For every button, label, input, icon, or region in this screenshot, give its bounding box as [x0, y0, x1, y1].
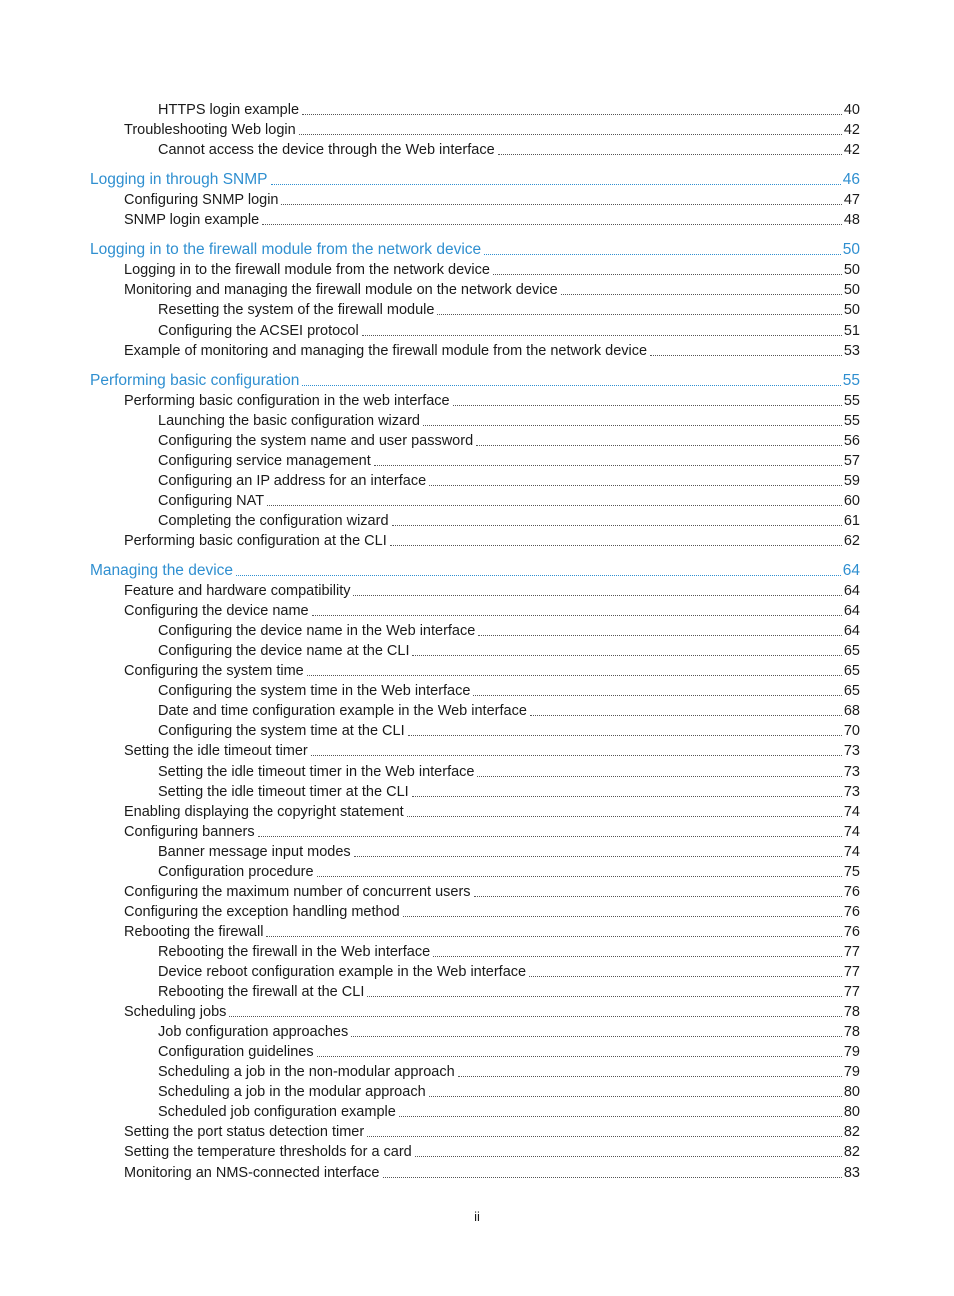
toc-entry-title: Rebooting the firewall in the Web interface	[158, 944, 431, 960]
dot-leader	[311, 755, 842, 756]
toc-entry-link[interactable]	[0, 430, 954, 450]
toc-entry-title: Rebooting the firewall at the CLI	[158, 984, 365, 1000]
toc-entry-title: Configuring the system time	[124, 663, 304, 679]
toc-entry-page: 59	[843, 473, 860, 489]
toc-chapter-link[interactable]	[0, 169, 954, 189]
toc-entry-page: 73	[843, 764, 860, 780]
toc-entry-title: Configuring the system time in the Web interface	[158, 683, 471, 699]
dot-leader	[408, 735, 842, 736]
dot-leader	[498, 154, 842, 155]
toc-entry-link[interactable]	[0, 720, 954, 740]
toc-entry-link[interactable]	[0, 340, 954, 360]
dot-leader	[493, 274, 842, 275]
toc-entry-page: 74	[843, 824, 860, 840]
toc-entry-title: Scheduling a job in the modular approach	[158, 1084, 426, 1100]
dot-leader	[392, 525, 842, 526]
toc-entry-link[interactable]	[0, 1101, 954, 1121]
toc-chapter-link[interactable]	[0, 370, 954, 390]
toc-entry-link[interactable]	[0, 580, 954, 600]
toc-entry-title: Device reboot configuration example in the Web interface	[158, 964, 527, 980]
toc-entry-link[interactable]	[0, 320, 954, 340]
toc-chapter-link[interactable]	[0, 560, 954, 580]
toc-entry-title: Configuring the device name in the Web interface	[158, 623, 476, 639]
toc-entry-title: Completing the configuration wizard	[158, 513, 389, 529]
toc-entry-page: 76	[843, 884, 860, 900]
toc-entry-page: 79	[843, 1044, 860, 1060]
toc-entry-link[interactable]	[0, 600, 954, 620]
dot-leader	[302, 114, 842, 115]
toc-entry-title: Performing basic configuration	[90, 372, 300, 389]
dot-leader	[267, 505, 842, 506]
toc-entry-link[interactable]	[0, 801, 954, 821]
toc-entry-link[interactable]	[0, 279, 954, 299]
dot-leader	[429, 1096, 842, 1097]
dot-leader	[473, 695, 841, 696]
toc-entry-link[interactable]	[0, 490, 954, 510]
toc-entry-link[interactable]	[0, 761, 954, 781]
toc-entry-link[interactable]	[0, 1141, 954, 1161]
toc-entry-title: Configuring the system name and user password	[158, 433, 474, 449]
dot-leader	[271, 184, 841, 185]
toc-entry-link[interactable]	[0, 981, 954, 1001]
toc-entry-link[interactable]	[0, 510, 954, 530]
toc-entry-page: 50	[843, 282, 860, 298]
toc-entry-title: Scheduled job configuration example	[158, 1104, 396, 1120]
toc-entry-page: 64	[843, 583, 860, 599]
toc-entry-link[interactable]	[0, 530, 954, 550]
toc-entry-link[interactable]	[0, 470, 954, 490]
toc-entry-title: Feature and hardware compatibility	[124, 583, 351, 599]
toc-entry-link[interactable]	[0, 1001, 954, 1021]
toc-entry-page: 73	[843, 784, 860, 800]
toc-entry-link[interactable]	[0, 941, 954, 961]
toc-entry-page: 53	[843, 343, 860, 359]
toc-entry-page: 80	[843, 1104, 860, 1120]
toc-entry-title: Configuring the exception handling method	[124, 904, 400, 920]
dot-leader	[530, 715, 842, 716]
dot-leader	[458, 1076, 842, 1077]
dot-leader	[437, 314, 841, 315]
dot-leader	[403, 916, 842, 917]
toc-entry-page: 76	[843, 904, 860, 920]
toc-entry-title: Configuring service management	[158, 453, 371, 469]
toc-entry-page: 73	[843, 743, 860, 759]
toc-entry-link[interactable]	[0, 961, 954, 981]
toc-entry-page: 70	[843, 723, 860, 739]
toc-chapter-link[interactable]	[0, 239, 954, 259]
toc-entry-link[interactable]	[0, 1081, 954, 1101]
toc-entry-link[interactable]	[0, 841, 954, 861]
toc-entry-page: 77	[843, 964, 860, 980]
dot-leader	[529, 976, 842, 977]
toc-entry-link[interactable]	[0, 139, 954, 159]
toc-entry-title: Scheduling a job in the non-modular approach	[158, 1064, 455, 1080]
toc-entry-link[interactable]	[0, 740, 954, 760]
toc-entry-title: SNMP login example	[124, 212, 260, 228]
toc-entry-title: Setting the port status detection timer	[124, 1124, 365, 1140]
toc-entry-page: 55	[843, 413, 860, 429]
toc-entry-link[interactable]	[0, 620, 954, 640]
dot-leader	[415, 1156, 842, 1157]
toc-entry-title: Job configuration approaches	[158, 1024, 349, 1040]
toc-entry-title: Date and time configuration example in the Web interface	[158, 703, 527, 719]
dot-leader	[429, 485, 842, 486]
toc-entry-page: 62	[843, 533, 860, 549]
toc-entry-link[interactable]	[0, 299, 954, 319]
toc-entry-title: Monitoring an NMS-connected interface	[124, 1165, 380, 1181]
dot-leader	[258, 836, 842, 837]
toc-entry-link[interactable]	[0, 209, 954, 229]
toc-entry-link[interactable]	[0, 821, 954, 841]
dot-leader	[374, 465, 842, 466]
toc-entry-link[interactable]	[0, 1121, 954, 1141]
toc-entry-page: 55	[843, 393, 860, 409]
toc-entry-page: 80	[843, 1084, 860, 1100]
dot-leader	[423, 425, 842, 426]
toc-entry-link[interactable]	[0, 921, 954, 941]
dot-leader	[390, 545, 842, 546]
toc-entry-title: Rebooting the firewall	[124, 924, 264, 940]
toc-entry-title: Monitoring and managing the firewall module on the network device	[124, 282, 558, 298]
toc-entry-title: Logging in through SNMP	[90, 171, 268, 188]
toc-entry-title: Troubleshooting Web login	[124, 122, 296, 138]
toc-entry-title: Configuring banners	[124, 824, 255, 840]
toc-entry-title: Logging in to the firewall module from the network device	[124, 262, 490, 278]
toc-entry-page: 77	[843, 944, 860, 960]
toc-entry-page: 42	[843, 122, 860, 138]
toc-entry-title: Performing basic configuration at the CLI	[124, 533, 387, 549]
dot-leader	[478, 635, 842, 636]
toc-entry-title: Configuring SNMP login	[124, 192, 279, 208]
toc-entry-link[interactable]	[0, 861, 954, 881]
dot-leader	[407, 816, 842, 817]
toc-entry-title: Setting the idle timeout timer	[124, 743, 308, 759]
toc-entry-link[interactable]	[0, 410, 954, 430]
toc-entry-title: Configuration procedure	[158, 864, 314, 880]
dot-leader	[302, 385, 840, 386]
toc-entry-title: Configuring the system time at the CLI	[158, 723, 405, 739]
toc-entry-page: 51	[843, 323, 860, 339]
dot-leader	[229, 1016, 841, 1017]
toc-entry-page: 76	[843, 924, 860, 940]
dot-leader	[433, 956, 842, 957]
toc-entry-page: 82	[843, 1144, 860, 1160]
dot-leader	[383, 1177, 842, 1178]
toc-entry-title: Setting the temperature thresholds for a card	[124, 1144, 412, 1160]
dot-leader	[236, 575, 841, 576]
toc-entry-link[interactable]	[0, 700, 954, 720]
toc-entry-title: Scheduling jobs	[124, 1004, 227, 1020]
toc-entry-link[interactable]	[0, 781, 954, 801]
toc-entry-page: 40	[843, 102, 860, 118]
toc-entry-page: 50	[842, 241, 860, 258]
dot-leader	[266, 936, 841, 937]
toc-entry-title: Configuring the device name	[124, 603, 309, 619]
toc-entry-title: Configuration guidelines	[158, 1044, 314, 1060]
toc-entry-title: Configuring NAT	[158, 493, 265, 509]
toc-entry-page: 56	[843, 433, 860, 449]
toc-entry-page: 77	[843, 984, 860, 1000]
toc-entry-page: 64	[843, 603, 860, 619]
toc-entry-page: 82	[843, 1124, 860, 1140]
dot-leader	[312, 615, 842, 616]
toc-entry-title: Setting the idle timeout timer in the Web interface	[158, 764, 475, 780]
toc-entry-link[interactable]	[0, 660, 954, 680]
toc-entry-page: 64	[842, 562, 860, 579]
dot-leader	[367, 1136, 842, 1137]
toc-entry-title: Configuring the ACSEI protocol	[158, 323, 359, 339]
toc-entry-link[interactable]	[0, 450, 954, 470]
dot-leader	[281, 204, 841, 205]
dot-leader	[476, 445, 842, 446]
toc-entry-page: 47	[843, 192, 860, 208]
dot-leader	[650, 355, 842, 356]
toc-entry-link[interactable]	[0, 189, 954, 209]
toc-entry-page: 48	[843, 212, 860, 228]
toc-entry-title: HTTPS login example	[158, 102, 300, 118]
toc-entry-page: 78	[843, 1024, 860, 1040]
toc-entry-link[interactable]	[0, 1162, 954, 1182]
toc-entry-page: 75	[843, 864, 860, 880]
toc-entry-link[interactable]	[0, 680, 954, 700]
toc-entry-title: Setting the idle timeout timer at the CLI	[158, 784, 409, 800]
toc-entry-page: 50	[843, 302, 860, 318]
dot-leader	[412, 655, 841, 656]
toc-entry-page: 57	[843, 453, 860, 469]
toc-entry-page: 74	[843, 804, 860, 820]
toc-entry-title: Enabling displaying the copyright statement	[124, 804, 404, 820]
toc-entry-link[interactable]	[0, 390, 954, 410]
page-number: ii	[474, 1209, 480, 1224]
dot-leader	[412, 796, 842, 797]
dot-leader	[477, 776, 841, 777]
toc-entry-title: Resetting the system of the firewall module	[158, 302, 435, 318]
toc-entry-page: 74	[843, 844, 860, 860]
toc-entry-page: 65	[843, 663, 860, 679]
toc-entry-page: 65	[843, 643, 860, 659]
toc-entry-title: Managing the device	[90, 562, 234, 579]
dot-leader	[353, 595, 841, 596]
toc-entry-link[interactable]	[0, 119, 954, 139]
toc-entry-page: 42	[843, 142, 860, 158]
dot-leader	[299, 134, 842, 135]
toc-entry-title: Cannot access the device through the Web interface	[158, 142, 495, 158]
dot-leader	[453, 405, 842, 406]
toc-entry-page: 65	[843, 683, 860, 699]
toc-entry-page: 61	[843, 513, 860, 529]
toc-entry-link[interactable]	[0, 259, 954, 279]
toc-entry-link[interactable]	[0, 640, 954, 660]
toc-entry-link[interactable]	[0, 901, 954, 921]
toc-entry-page: 78	[843, 1004, 860, 1020]
toc-entry-title: Banner message input modes	[158, 844, 351, 860]
toc-entry-title: Logging in to the firewall module from the network device	[90, 241, 482, 258]
toc-entry-title: Configuring the device name at the CLI	[158, 643, 410, 659]
toc-entry-page: 64	[843, 623, 860, 639]
dot-leader	[317, 876, 842, 877]
toc-entry-page: 46	[842, 171, 860, 188]
dot-leader	[354, 856, 842, 857]
toc-entry-page: 55	[842, 372, 860, 389]
toc-entry-title: Launching the basic configuration wizard	[158, 413, 420, 429]
toc-entry-title: Performing basic configuration in the web interface	[124, 393, 450, 409]
dot-leader	[317, 1056, 842, 1057]
dot-leader	[474, 896, 842, 897]
toc-entry-link[interactable]	[0, 99, 954, 119]
dot-leader	[351, 1036, 842, 1037]
toc-entry-page: 60	[843, 493, 860, 509]
toc-entry-page: 83	[843, 1165, 860, 1181]
dot-leader	[484, 254, 841, 255]
toc-entry-link[interactable]	[0, 1021, 954, 1041]
toc-entry-title: Configuring the maximum number of concurrent users	[124, 884, 471, 900]
dot-leader	[367, 996, 842, 997]
dot-leader	[262, 224, 842, 225]
toc-entry-title: Example of monitoring and managing the firewall module from the network device	[124, 343, 648, 359]
dot-leader	[561, 294, 842, 295]
dot-leader	[362, 335, 842, 336]
toc-entry-link[interactable]	[0, 1041, 954, 1061]
dot-leader	[399, 1116, 842, 1117]
toc-entry-page: 50	[843, 262, 860, 278]
toc-entry-link[interactable]	[0, 881, 954, 901]
toc-entry-title: Configuring an IP address for an interface	[158, 473, 427, 489]
dot-leader	[307, 675, 842, 676]
toc-entry-page: 68	[843, 703, 860, 719]
toc-entry-link[interactable]	[0, 1061, 954, 1081]
toc-entry-page: 79	[843, 1064, 860, 1080]
